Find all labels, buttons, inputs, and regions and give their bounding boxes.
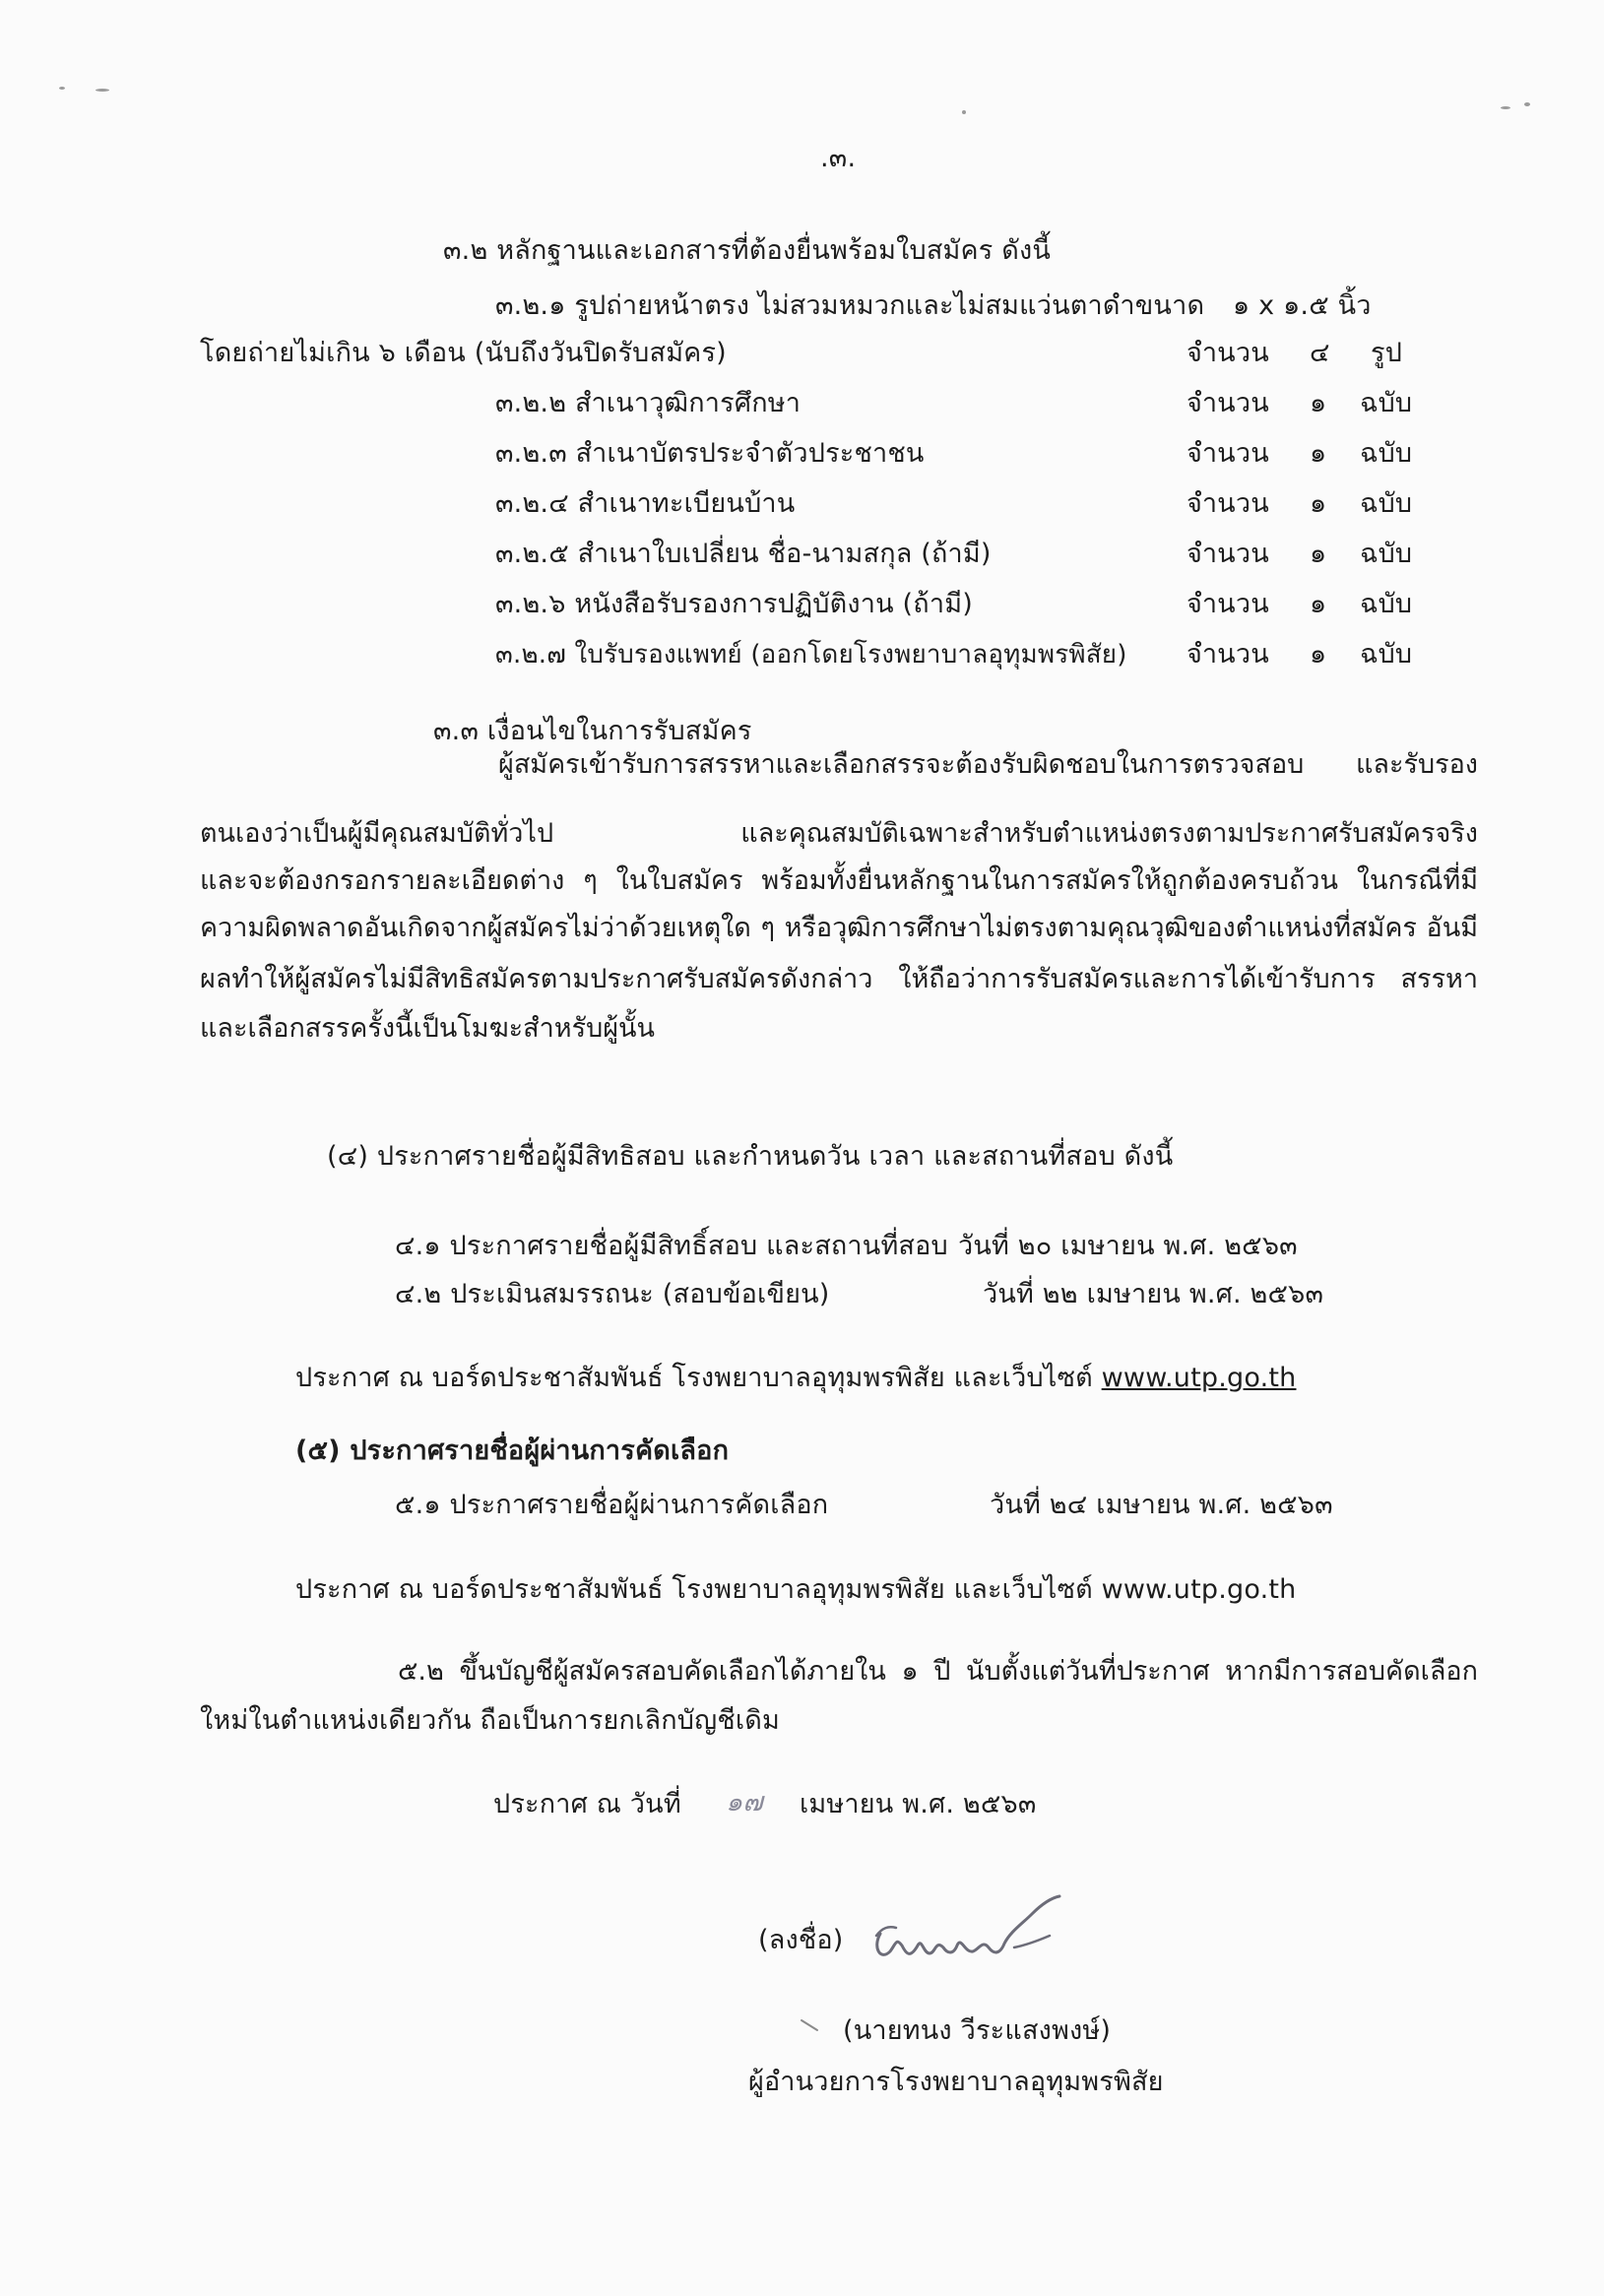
qty-unit: ฉบับ [1360, 589, 1413, 619]
signatory-title: ผู้อำนวยการโรงพยาบาลอุทุมพรพิสัย [748, 2067, 1164, 2097]
item-3-2-1-line2: โดยถ่ายไม่เกิน ๖ เดือน (นับถึงวันปิดรับสมัคร) [200, 338, 727, 368]
item-4-1-date: วันที่ ๒๐ เมษายน พ.ศ. ๒๕๖๓ [958, 1231, 1298, 1261]
qty-label: จำนวน [1187, 639, 1269, 670]
condition-paragraph-line: ผู้สมัครเข้ารับการสรรหาและเลือกสรรจะต้องรับผิดชอบในการตรวจสอบ และรับรอง [498, 749, 1478, 780]
item-3-2-3: ๓.๒.๓ สำเนาบัตรประจำตัวประชาชน [495, 438, 925, 469]
qty-value: ๑ [1310, 639, 1327, 670]
signatory-name: (นายทนง วีระแสงพงษ์) [843, 2015, 1112, 2046]
qty-label: จำนวน [1187, 388, 1269, 418]
condition-paragraph-line: และจะต้องกรอกรายละเอียดต่าง ๆ ในใบสมัคร พร้อมทั้งยื่นหลักฐานในการสมัครให้ถูกต้องครบถ้วน ในกรณีที่มี [200, 865, 1478, 896]
qty-unit: ฉบับ [1360, 488, 1413, 519]
announce-date-suffix: เมษายน พ.ศ. ๒๕๖๓ [800, 1789, 1037, 1819]
page-number: .๓. [820, 143, 857, 173]
section-5-announcement: ประกาศ ณ บอร์ดประชาสัมพันธ์ โรงพยาบาลอุทุมพรพิสัย และเว็บไซต์ www.utp.go.th [295, 1574, 1297, 1605]
announcement-text: ประกาศ ณ บอร์ดประชาสัมพันธ์ โรงพยาบาลอุทุมพรพิสัย และเว็บไซต์ [295, 1363, 1093, 1393]
item-5-1-date: วันที่ ๒๔ เมษายน พ.ศ. ๒๕๖๓ [990, 1490, 1333, 1520]
item-3-2-7: ๓.๒.๗ ใบรับรองแพทย์ (ออกโดยโรงพยาบาลอุทุมพรพิสัย) [495, 640, 1127, 670]
section-4-heading: (๔) ประกาศรายชื่อผู้มีสิทธิสอบ และกำหนดวัน เวลา และสถานที่สอบ ดังนี้ [327, 1141, 1174, 1172]
condition-paragraph-line: และเลือกสรรครั้งนี้เป็นโมฆะสำหรับผู้นั้น [200, 1013, 655, 1044]
scan-speck [96, 89, 109, 92]
qty-unit: รูป [1371, 338, 1403, 368]
qty-value: ๑ [1310, 539, 1327, 569]
item-3-2-6: ๓.๒.๖ หนังสือรับรองการปฏิบัติงาน (ถ้ามี) [495, 589, 973, 619]
item-3-2-4: ๓.๒.๔ สำเนาทะเบียนบ้าน [495, 488, 796, 519]
item-3-2-2: ๓.๒.๒ สำเนาวุฒิการศึกษา [495, 388, 802, 418]
scan-speck [1524, 102, 1530, 106]
qty-label: จำนวน [1187, 589, 1269, 619]
qty-unit: ฉบับ [1360, 639, 1413, 670]
item-4-1: ๔.๑ ประกาศรายชื่อผู้มีสิทธิ์สอบ และสถานที่สอบ [395, 1231, 948, 1261]
item-3-2-1-line1: ๓.๒.๑ รูปถ่ายหน้าตรง ไม่สวมหมวกและไม่สมแว่นตาดำขนาด [495, 290, 1205, 321]
qty-value: ๑ [1310, 388, 1327, 418]
scan-speck [962, 110, 966, 114]
scan-speck [1501, 106, 1510, 109]
qty-label: จำนวน [1187, 338, 1269, 368]
condition-paragraph-line: ผลทำให้ผู้สมัครไม่มีสิทธิสมัครตามประกาศรับสมัครดังกล่าว ให้ถือว่าการรับสมัครและการได้เข้ารับการ สรรหา [200, 964, 1478, 994]
condition-paragraph-line: ตนเองว่าเป็นผู้มีคุณสมบัติทั่วไป และคุณสมบัติเฉพาะสำหรับตำแหน่งตรงตามประกาศรับสมัครจริง [200, 818, 1478, 849]
qty-label: จำนวน [1187, 539, 1269, 569]
announce-date-prefix: ประกาศ ณ วันที่ [493, 1789, 681, 1819]
sign-label: (ลงชื่อ) [758, 1925, 844, 1955]
section-4-announcement [295, 1361, 1296, 1396]
item-4-2-date: วันที่ ๒๒ เมษายน พ.ศ. ๒๕๖๓ [983, 1279, 1324, 1309]
qty-unit: ฉบับ [1360, 539, 1413, 569]
item-3-2-5: ๓.๒.๕ สำเนาใบเปลี่ยน ชื่อ-นามสกุล (ถ้ามี) [495, 539, 992, 569]
website-link[interactable]: www.utp.go.th [1101, 1363, 1297, 1393]
pen-mark-icon [798, 2016, 825, 2036]
signature-icon [866, 1888, 1103, 1997]
scan-speck [59, 87, 65, 90]
section-5-heading: (๕) ประกาศรายชื่อผู้ผ่านการคัดเลือก [295, 1435, 730, 1466]
item-4-2: ๔.๒ ประเมินสมรรถนะ (สอบข้อเขียน) [395, 1279, 830, 1309]
item-3-2-1-size: ๑ x ๑.๕ นิ้ว [1233, 290, 1372, 321]
item-5-2-line1: ๕.๒ ขึ้นบัญชีผู้สมัครสอบคัดเลือกได้ภายใน ๑ ปี นับตั้งแต่วันที่ประกาศ หากมีการสอบคัดเลือก [398, 1656, 1478, 1687]
condition-paragraph-line: ความผิดพลาดอันเกิดจากผู้สมัครไม่ว่าด้วยเหตุใด ๆ หรือวุฒิการศึกษาไม่ตรงตามคุณวุฒิของตำแหน่งที่สมัคร อันมี [200, 913, 1478, 943]
qty-value: ๑ [1310, 488, 1327, 519]
qty-value: ๑ [1310, 589, 1327, 619]
qty-value: ๔ [1310, 338, 1330, 368]
handwritten-day: ๑๗ [726, 1787, 763, 1818]
qty-label: จำนวน [1187, 488, 1269, 519]
section-3-2-heading: ๓.๒ หลักฐานและเอกสารที่ต้องยื่นพร้อมใบสมัคร ดังนี้ [443, 235, 1052, 266]
qty-unit: ฉบับ [1360, 388, 1413, 418]
qty-value: ๑ [1310, 438, 1327, 469]
section-3-3-heading: ๓.๓ เงื่อนไขในการรับสมัคร [433, 716, 752, 746]
qty-unit: ฉบับ [1360, 438, 1413, 469]
qty-label: จำนวน [1187, 438, 1269, 469]
item-5-2-line2: ใหม่ในตำแหน่งเดียวกัน ถือเป็นการยกเลิกบัญชีเดิม [200, 1705, 781, 1736]
item-5-1: ๕.๑ ประกาศรายชื่อผู้ผ่านการคัดเลือก [395, 1490, 829, 1520]
